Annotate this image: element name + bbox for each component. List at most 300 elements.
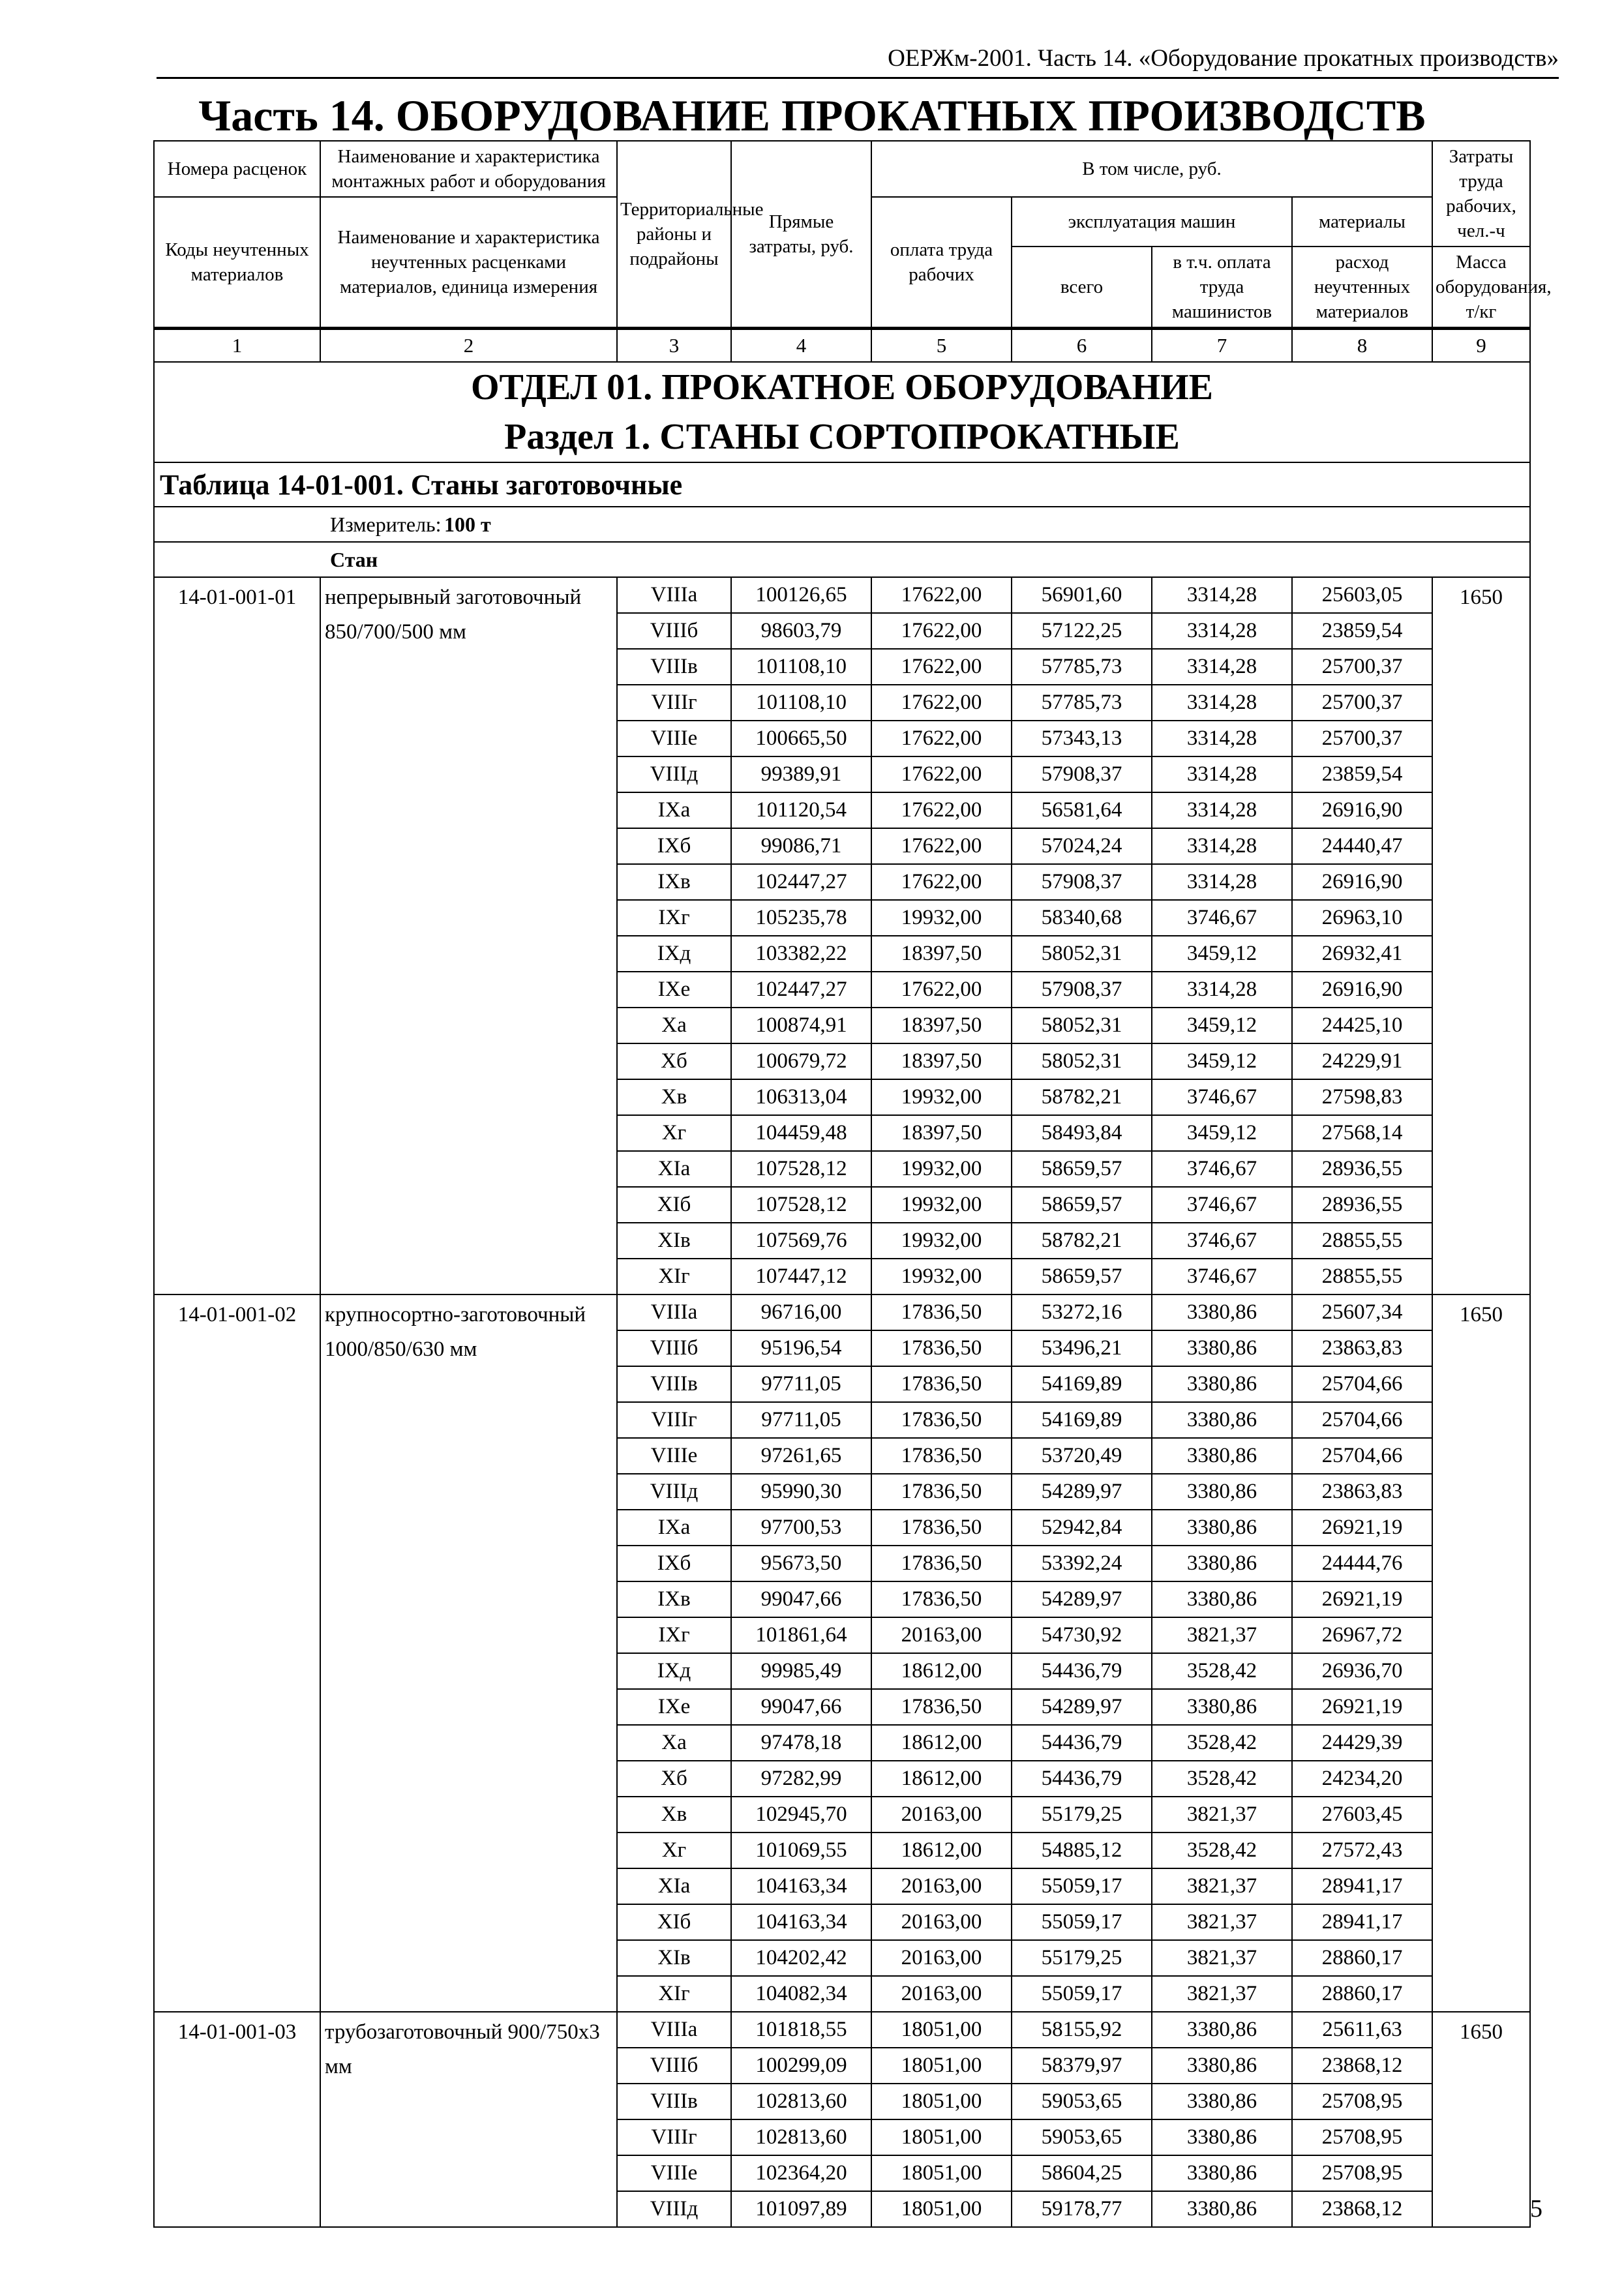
machinist-pay-cell: 3314,28 — [1152, 828, 1292, 864]
machines-total-cell: 57122,25 — [1012, 613, 1152, 649]
materials-cell: 23868,12 — [1292, 2191, 1432, 2227]
worker-pay-cell: 20163,00 — [871, 1940, 1012, 1976]
region-cell: IXа — [617, 792, 731, 828]
machinist-pay-cell: 3528,42 — [1152, 1653, 1292, 1689]
direct-cost-cell: 100874,91 — [731, 1008, 871, 1043]
machinist-pay-cell: 3459,12 — [1152, 1043, 1292, 1079]
region-cell: Xа — [617, 1008, 731, 1043]
machinist-pay-cell: 3528,42 — [1152, 1761, 1292, 1797]
machinist-pay-cell: 3746,67 — [1152, 1187, 1292, 1223]
materials-cell: 28936,55 — [1292, 1187, 1432, 1223]
worker-pay-cell: 17836,50 — [871, 1546, 1012, 1581]
materials-cell: 28860,17 — [1292, 1940, 1432, 1976]
machinist-pay-cell: 3314,28 — [1152, 864, 1292, 900]
materials-cell: 26932,41 — [1292, 936, 1432, 972]
direct-cost-cell: 100126,65 — [731, 577, 871, 613]
machinist-pay-cell: 3459,12 — [1152, 1115, 1292, 1151]
worker-pay-cell: 17622,00 — [871, 649, 1012, 685]
materials-cell: 26921,19 — [1292, 1581, 1432, 1617]
page-number: 5 — [1530, 2195, 1542, 2222]
region-cell: VIIIе — [617, 2155, 731, 2191]
region-cell: VIIIг — [617, 685, 731, 721]
price-table — [153, 140, 1552, 2228]
header-material-names: Наименование и характеристика неучтенных расценками материалов, единица измерения — [320, 197, 617, 329]
materials-cell: 26967,72 — [1292, 1617, 1432, 1653]
worker-pay-cell: 17622,00 — [871, 972, 1012, 1008]
direct-cost-cell: 101069,55 — [731, 1833, 871, 1868]
machinist-pay-cell: 3314,28 — [1152, 649, 1292, 685]
direct-cost-cell: 104163,34 — [731, 1904, 871, 1940]
region-cell: IXг — [617, 900, 731, 936]
group-label-row — [154, 542, 1530, 577]
machines-total-cell: 58052,31 — [1012, 1008, 1152, 1043]
materials-cell: 28855,55 — [1292, 1223, 1432, 1259]
region-cell: Xб — [617, 1761, 731, 1797]
machinist-pay-cell: 3821,37 — [1152, 1797, 1292, 1833]
worker-pay-cell: 18051,00 — [871, 2084, 1012, 2119]
machines-total-cell: 59178,77 — [1012, 2191, 1152, 2227]
machines-total-cell: 54289,97 — [1012, 1581, 1152, 1617]
region-cell: Xб — [617, 1043, 731, 1079]
machines-total-cell: 52942,84 — [1012, 1510, 1152, 1546]
worker-pay-cell: 17836,50 — [871, 1330, 1012, 1366]
machinist-pay-cell: 3314,28 — [1152, 792, 1292, 828]
machines-total-cell: 57908,37 — [1012, 756, 1152, 792]
materials-cell: 23859,54 — [1292, 613, 1432, 649]
header-territorial-regions: Территориальные районы и подрайоны — [617, 141, 731, 329]
machinist-pay-cell: 3380,86 — [1152, 2048, 1292, 2084]
worker-pay-cell: 20163,00 — [871, 1868, 1012, 1904]
worker-pay-cell: 18397,50 — [871, 1115, 1012, 1151]
region-cell: Xа — [617, 1725, 731, 1761]
materials-cell: 26916,90 — [1292, 792, 1432, 828]
header-direct-costs: Прямые затраты, руб. — [731, 141, 871, 329]
machinist-pay-cell: 3459,12 — [1152, 1008, 1292, 1043]
measure-unit-row — [154, 507, 1530, 542]
rate-code: 14-01-001-03 — [154, 2012, 320, 2227]
direct-cost-cell: 95196,54 — [731, 1330, 871, 1366]
column-number: 9 — [1432, 329, 1530, 363]
machinist-pay-cell: 3459,12 — [1152, 936, 1292, 972]
materials-cell: 25708,95 — [1292, 2155, 1432, 2191]
region-cell: VIIIб — [617, 1330, 731, 1366]
column-number: 7 — [1152, 329, 1292, 363]
materials-cell: 25607,34 — [1292, 1294, 1432, 1330]
machines-total-cell: 53496,21 — [1012, 1330, 1152, 1366]
region-cell: IXв — [617, 1581, 731, 1617]
materials-cell: 24425,10 — [1292, 1008, 1432, 1043]
machines-total-cell: 55179,25 — [1012, 1940, 1152, 1976]
worker-pay-cell: 18612,00 — [871, 1725, 1012, 1761]
machinist-pay-cell: 3380,86 — [1152, 1366, 1292, 1402]
header-including: В том числе, руб. — [871, 141, 1432, 197]
direct-cost-cell: 105235,78 — [731, 900, 871, 936]
worker-pay-cell: 18612,00 — [871, 1833, 1012, 1868]
rate-name: непрерывный заготовочный 850/700/500 мм — [320, 577, 617, 1294]
column-number: 5 — [871, 329, 1012, 363]
direct-cost-cell: 99047,66 — [731, 1689, 871, 1725]
worker-pay-cell: 17836,50 — [871, 1689, 1012, 1725]
table-row — [154, 2012, 1530, 2048]
worker-pay-cell: 20163,00 — [871, 1976, 1012, 2012]
rate-name: трубозаготовочный 900/750х3 мм — [320, 2012, 617, 2227]
part-title: Часть 14. ОБОРУДОВАНИЕ ПРОКАТНЫХ ПРОИЗВОДСТВ — [198, 91, 1426, 140]
region-cell: Xг — [617, 1833, 731, 1868]
region-cell: XIв — [617, 1940, 731, 1976]
direct-cost-cell: 104163,34 — [731, 1868, 871, 1904]
column-number: 1 — [154, 329, 320, 363]
region-cell: VIIIг — [617, 1402, 731, 1438]
direct-cost-cell: 103382,22 — [731, 936, 871, 972]
materials-cell: 23863,83 — [1292, 1330, 1432, 1366]
header-machine-operation: эксплуатация машин — [1012, 197, 1292, 247]
region-cell: VIIIа — [617, 1294, 731, 1330]
measure-unit-value: 100 т — [444, 512, 491, 536]
direct-cost-cell: 95990,30 — [731, 1474, 871, 1510]
machinist-pay-cell: 3380,86 — [1152, 1474, 1292, 1510]
table-title: Таблица 14-01-001. Станы заготовочные — [154, 462, 1530, 507]
materials-cell: 24444,76 — [1292, 1546, 1432, 1581]
machines-total-cell: 58340,68 — [1012, 900, 1152, 936]
materials-cell: 24234,20 — [1292, 1761, 1432, 1797]
machines-total-cell: 54289,97 — [1012, 1689, 1152, 1725]
column-number: 8 — [1292, 329, 1432, 363]
column-number: 6 — [1012, 329, 1152, 363]
worker-pay-cell: 18051,00 — [871, 2119, 1012, 2155]
region-cell: VIIIе — [617, 1438, 731, 1474]
direct-cost-cell: 102945,70 — [731, 1797, 871, 1833]
worker-pay-cell: 19932,00 — [871, 900, 1012, 936]
materials-cell: 25603,05 — [1292, 577, 1432, 613]
region-cell: XIв — [617, 1223, 731, 1259]
worker-pay-cell: 17622,00 — [871, 613, 1012, 649]
header-equipment-mass: Масса оборудования, т/кг — [1432, 247, 1530, 329]
machines-total-cell: 57785,73 — [1012, 649, 1152, 685]
materials-cell: 28936,55 — [1292, 1151, 1432, 1187]
direct-cost-cell: 104202,42 — [731, 1940, 871, 1976]
table-row — [154, 1294, 1530, 1330]
direct-cost-cell: 98603,79 — [731, 613, 871, 649]
direct-cost-cell: 97711,05 — [731, 1402, 871, 1438]
worker-pay-cell: 20163,00 — [871, 1904, 1012, 1940]
header-worker-pay: оплата труда рабочих — [871, 197, 1012, 329]
materials-cell: 26921,19 — [1292, 1510, 1432, 1546]
direct-cost-cell: 107447,12 — [731, 1259, 871, 1294]
materials-cell: 26921,19 — [1292, 1689, 1432, 1725]
worker-pay-cell: 19932,00 — [871, 1223, 1012, 1259]
worker-pay-cell: 17836,50 — [871, 1438, 1012, 1474]
machines-total-cell: 57908,37 — [1012, 864, 1152, 900]
worker-pay-cell: 20163,00 — [871, 1617, 1012, 1653]
direct-cost-cell: 96716,00 — [731, 1294, 871, 1330]
direct-cost-cell: 99047,66 — [731, 1581, 871, 1617]
direct-cost-cell: 106313,04 — [731, 1079, 871, 1115]
rate-code: 14-01-001-01 — [154, 577, 320, 1294]
worker-pay-cell: 18612,00 — [871, 1761, 1012, 1797]
header-material-codes: Коды неучтенных материалов — [154, 197, 320, 329]
machines-total-cell: 58052,31 — [1012, 936, 1152, 972]
direct-cost-cell: 101861,64 — [731, 1617, 871, 1653]
rate-name: крупносортно-заготовочный 1000/850/630 мм — [320, 1294, 617, 2012]
region-cell: VIIIг — [617, 2119, 731, 2155]
worker-pay-cell: 17622,00 — [871, 792, 1012, 828]
region-cell: VIIIд — [617, 756, 731, 792]
direct-cost-cell: 102447,27 — [731, 972, 871, 1008]
region-cell: XIа — [617, 1868, 731, 1904]
materials-cell: 25708,95 — [1292, 2084, 1432, 2119]
region-cell: VIIIв — [617, 649, 731, 685]
worker-pay-cell: 18051,00 — [871, 2012, 1012, 2048]
materials-cell: 27568,14 — [1292, 1115, 1432, 1151]
direct-cost-cell: 104459,48 — [731, 1115, 871, 1151]
worker-pay-cell: 17836,50 — [871, 1581, 1012, 1617]
region-cell: VIIIд — [617, 1474, 731, 1510]
materials-cell: 27598,83 — [1292, 1079, 1432, 1115]
machinist-pay-cell: 3746,67 — [1152, 1079, 1292, 1115]
machines-total-cell: 57785,73 — [1012, 685, 1152, 721]
direct-cost-cell: 100679,72 — [731, 1043, 871, 1079]
worker-pay-cell: 18397,50 — [871, 1043, 1012, 1079]
machinist-pay-cell: 3380,86 — [1152, 2119, 1292, 2155]
worker-pay-cell: 17836,50 — [871, 1366, 1012, 1402]
machinist-pay-cell: 3380,86 — [1152, 2084, 1292, 2119]
region-cell: IXг — [617, 1617, 731, 1653]
machinist-pay-cell: 3380,86 — [1152, 1294, 1292, 1330]
direct-cost-cell: 99389,91 — [731, 756, 871, 792]
machines-total-cell: 58782,21 — [1012, 1223, 1152, 1259]
equipment-mass: 1650 — [1432, 577, 1530, 1294]
materials-cell: 27603,45 — [1292, 1797, 1432, 1833]
machinist-pay-cell: 3746,67 — [1152, 1151, 1292, 1187]
worker-pay-cell: 18051,00 — [871, 2155, 1012, 2191]
machines-total-cell: 55059,17 — [1012, 1868, 1152, 1904]
machines-total-cell: 57908,37 — [1012, 972, 1152, 1008]
materials-cell: 26936,70 — [1292, 1653, 1432, 1689]
header-materials: материалы — [1292, 197, 1432, 247]
machinist-pay-cell: 3314,28 — [1152, 756, 1292, 792]
machinist-pay-cell: 3380,86 — [1152, 1581, 1292, 1617]
materials-cell: 25611,63 — [1292, 2012, 1432, 2048]
materials-cell: 26963,10 — [1292, 900, 1432, 936]
worker-pay-cell: 18397,50 — [871, 936, 1012, 972]
direct-cost-cell: 97700,53 — [731, 1510, 871, 1546]
materials-cell: 28855,55 — [1292, 1259, 1432, 1294]
worker-pay-cell: 18397,50 — [871, 1008, 1012, 1043]
machines-total-cell: 54289,97 — [1012, 1474, 1152, 1510]
header-work-name: Наименование и характеристика монтажных работ и оборудования — [320, 141, 617, 197]
worker-pay-cell: 17622,00 — [871, 828, 1012, 864]
region-cell: VIIIе — [617, 721, 731, 756]
materials-cell: 26916,90 — [1292, 864, 1432, 900]
machines-total-cell: 54885,12 — [1012, 1833, 1152, 1868]
worker-pay-cell: 17622,00 — [871, 577, 1012, 613]
machines-total-cell: 54169,89 — [1012, 1366, 1152, 1402]
machines-total-cell: 54436,79 — [1012, 1761, 1152, 1797]
direct-cost-cell: 107528,12 — [731, 1151, 871, 1187]
region-cell: XIа — [617, 1151, 731, 1187]
direct-cost-cell: 100665,50 — [731, 721, 871, 756]
machines-total-cell: 58604,25 — [1012, 2155, 1152, 2191]
machines-total-cell: 56901,60 — [1012, 577, 1152, 613]
worker-pay-cell: 19932,00 — [871, 1151, 1012, 1187]
header-rate-numbers: Номера расценок — [154, 141, 320, 197]
direct-cost-cell: 99985,49 — [731, 1653, 871, 1689]
region-cell: VIIIа — [617, 577, 731, 613]
equipment-mass: 1650 — [1432, 1294, 1530, 2012]
machinist-pay-cell: 3528,42 — [1152, 1725, 1292, 1761]
machines-total-cell: 54169,89 — [1012, 1402, 1152, 1438]
machines-total-cell: 53392,24 — [1012, 1546, 1152, 1581]
machinist-pay-cell: 3380,86 — [1152, 2155, 1292, 2191]
worker-pay-cell: 19932,00 — [871, 1259, 1012, 1294]
header-machines-total: всего — [1012, 247, 1152, 329]
worker-pay-cell: 18051,00 — [871, 2048, 1012, 2084]
machinist-pay-cell: 3380,86 — [1152, 1402, 1292, 1438]
machinist-pay-cell: 3314,28 — [1152, 613, 1292, 649]
machinist-pay-cell: 3821,37 — [1152, 1940, 1292, 1976]
machinist-pay-cell: 3380,86 — [1152, 2191, 1292, 2227]
table-row — [154, 577, 1530, 613]
direct-cost-cell: 104082,34 — [731, 1976, 871, 2012]
direct-cost-cell: 97711,05 — [731, 1366, 871, 1402]
machines-total-cell: 53272,16 — [1012, 1294, 1152, 1330]
region-cell: IXа — [617, 1510, 731, 1546]
materials-cell: 26916,90 — [1292, 972, 1432, 1008]
region-cell: IXе — [617, 1689, 731, 1725]
region-cell: XIб — [617, 1187, 731, 1223]
worker-pay-cell: 17622,00 — [871, 685, 1012, 721]
direct-cost-cell: 100299,09 — [731, 2048, 871, 2084]
machinist-pay-cell: 3314,28 — [1152, 721, 1292, 756]
machinist-pay-cell: 3314,28 — [1152, 685, 1292, 721]
machinist-pay-cell: 3380,86 — [1152, 1510, 1292, 1546]
machinist-pay-cell: 3821,37 — [1152, 1976, 1292, 2012]
direct-cost-cell: 99086,71 — [731, 828, 871, 864]
machines-total-cell: 54730,92 — [1012, 1617, 1152, 1653]
machinist-pay-cell: 3380,86 — [1152, 1689, 1292, 1725]
machines-total-cell: 59053,65 — [1012, 2084, 1152, 2119]
materials-cell: 25708,95 — [1292, 2119, 1432, 2155]
region-cell: IXб — [617, 828, 731, 864]
machines-total-cell: 58659,57 — [1012, 1187, 1152, 1223]
rate-code: 14-01-001-02 — [154, 1294, 320, 2012]
direct-cost-cell: 102364,20 — [731, 2155, 871, 2191]
worker-pay-cell: 17836,50 — [871, 1402, 1012, 1438]
direct-cost-cell: 102813,60 — [731, 2119, 871, 2155]
department-title: ОТДЕЛ 01. ПРОКАТНОЕ ОБОРУДОВАНИЕ — [154, 362, 1530, 412]
header-machinist-pay: в т.ч. оплата труда машинистов — [1152, 247, 1292, 329]
machinist-pay-cell: 3821,37 — [1152, 1617, 1292, 1653]
machinist-pay-cell: 3821,37 — [1152, 1868, 1292, 1904]
region-cell: IXд — [617, 936, 731, 972]
region-cell: IXе — [617, 972, 731, 1008]
direct-cost-cell: 101120,54 — [731, 792, 871, 828]
region-cell: VIIIд — [617, 2191, 731, 2227]
group-label: Стан — [330, 547, 378, 571]
machinist-pay-cell: 3314,28 — [1152, 577, 1292, 613]
machinist-pay-cell: 3380,86 — [1152, 1330, 1292, 1366]
materials-cell: 28941,17 — [1292, 1904, 1432, 1940]
machinist-pay-cell: 3380,86 — [1152, 1438, 1292, 1474]
region-cell: XIг — [617, 1976, 731, 2012]
materials-cell: 24440,47 — [1292, 828, 1432, 864]
direct-cost-cell: 107528,12 — [731, 1187, 871, 1223]
equipment-mass: 1650 — [1432, 2012, 1530, 2227]
machinist-pay-cell: 3746,67 — [1152, 1223, 1292, 1259]
direct-cost-cell: 102447,27 — [731, 864, 871, 900]
machines-total-cell: 58052,31 — [1012, 1043, 1152, 1079]
worker-pay-cell: 17836,50 — [871, 1474, 1012, 1510]
materials-cell: 24229,91 — [1292, 1043, 1432, 1079]
materials-cell: 25704,66 — [1292, 1402, 1432, 1438]
machines-total-cell: 58659,57 — [1012, 1259, 1152, 1294]
machinist-pay-cell: 3746,67 — [1152, 1259, 1292, 1294]
header-labor-costs: Затраты труда рабочих, чел.-ч — [1432, 141, 1530, 247]
direct-cost-cell: 95673,50 — [731, 1546, 871, 1581]
region-cell: Xв — [617, 1079, 731, 1115]
materials-cell: 23863,83 — [1292, 1474, 1432, 1510]
machinist-pay-cell: 3746,67 — [1152, 900, 1292, 936]
machines-total-cell: 56581,64 — [1012, 792, 1152, 828]
worker-pay-cell: 18051,00 — [871, 2191, 1012, 2227]
column-number: 2 — [320, 329, 617, 363]
region-cell: IXв — [617, 864, 731, 900]
region-cell: VIIIб — [617, 613, 731, 649]
materials-cell: 25700,37 — [1292, 721, 1432, 756]
region-cell: VIIIв — [617, 1366, 731, 1402]
direct-cost-cell: 102813,60 — [731, 2084, 871, 2119]
region-cell: VIIIв — [617, 2084, 731, 2119]
direct-cost-cell: 101818,55 — [731, 2012, 871, 2048]
materials-cell: 28941,17 — [1292, 1868, 1432, 1904]
region-cell: VIIIа — [617, 2012, 731, 2048]
machines-total-cell: 59053,65 — [1012, 2119, 1152, 2155]
worker-pay-cell: 17622,00 — [871, 756, 1012, 792]
machinist-pay-cell: 3380,86 — [1152, 2012, 1292, 2048]
materials-cell: 25700,37 — [1292, 649, 1432, 685]
machinist-pay-cell: 3821,37 — [1152, 1904, 1292, 1940]
materials-cell: 25700,37 — [1292, 685, 1432, 721]
region-cell: IXд — [617, 1653, 731, 1689]
machinist-pay-cell: 3314,28 — [1152, 972, 1292, 1008]
worker-pay-cell: 18612,00 — [871, 1653, 1012, 1689]
region-cell: Xг — [617, 1115, 731, 1151]
region-cell: IXб — [617, 1546, 731, 1581]
direct-cost-cell: 97282,99 — [731, 1761, 871, 1797]
worker-pay-cell: 17836,50 — [871, 1510, 1012, 1546]
machines-total-cell: 57343,13 — [1012, 721, 1152, 756]
worker-pay-cell: 19932,00 — [871, 1187, 1012, 1223]
column-number: 4 — [731, 329, 871, 363]
materials-cell: 28860,17 — [1292, 1976, 1432, 2012]
machines-total-cell: 58782,21 — [1012, 1079, 1152, 1115]
header-material-consumption: расход неучтенных материалов — [1292, 247, 1432, 329]
direct-cost-cell: 107569,76 — [731, 1223, 871, 1259]
machines-total-cell: 54436,79 — [1012, 1653, 1152, 1689]
region-cell: XIг — [617, 1259, 731, 1294]
machines-total-cell: 58379,97 — [1012, 2048, 1152, 2084]
direct-cost-cell: 97261,65 — [731, 1438, 871, 1474]
materials-cell: 25704,66 — [1292, 1366, 1432, 1402]
worker-pay-cell: 17836,50 — [871, 1294, 1012, 1330]
materials-cell: 25704,66 — [1292, 1438, 1432, 1474]
materials-cell: 23859,54 — [1292, 756, 1432, 792]
machines-total-cell: 57024,24 — [1012, 828, 1152, 864]
worker-pay-cell: 19932,00 — [871, 1079, 1012, 1115]
section-title: Раздел 1. СТАНЫ СОРТОПРОКАТНЫЕ — [154, 412, 1530, 462]
machines-total-cell: 53720,49 — [1012, 1438, 1152, 1474]
materials-cell: 23868,12 — [1292, 2048, 1432, 2084]
